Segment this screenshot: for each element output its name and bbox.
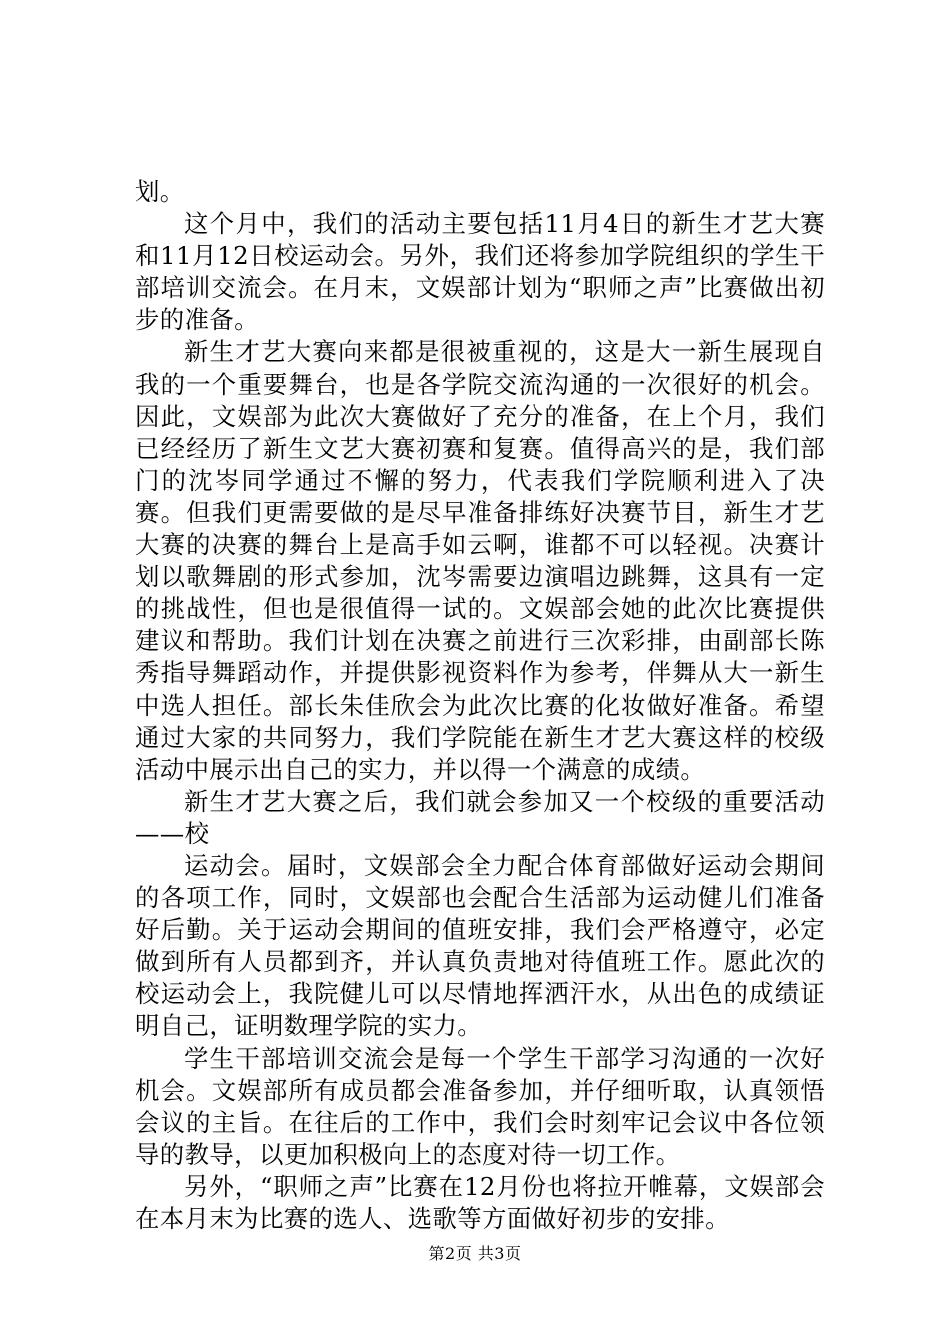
paragraph-sports-meet-intro: 新生才艺大赛之后，我们就会参加又一个校级的重要活动——校 — [135, 786, 825, 848]
paragraph-continuation: 划。 — [135, 177, 185, 206]
paragraph-singing-contest: 另外，“职师之声”比赛在12月份也将拉开帷幕，文娱部会在本月末为比赛的选人、选歌等方面做好初步的安排。 — [135, 1171, 825, 1233]
paragraph-monthly-activities: 这个月中，我们的活动主要包括11月4日的新生才艺大赛和11月12日校运动会。另外，我们还将参加学院组织的学生干部培训交流会。在月末，文娱部计划为“职师之声”比赛做出初步的准备。 — [135, 209, 825, 335]
paragraph-cadre-training: 学生干部培训交流会是每一个学生干部学习沟通的一次好机会。文娱部所有成员都会准备参加，并仔细听取，认真领悟会议的主旨。在往后的工作中，我们会时刻牢记会议中各位领导的教导，以更加积极向上的态度对待一切工作。 — [135, 1043, 825, 1169]
page-footer: 第2页 共3页 — [428, 1244, 522, 1263]
document-body — [135, 176, 825, 1235]
paragraph-sports-meet: 运动会。届时，文娱部会全力配合体育部做好运动会期间的各项工作，同时，文娱部也会配合生活部为运动健儿们准备好后勤。关于运动会期间的值班安排，我们会严格遵守，必定做到所有人员都到齐，并认真负责地对待值班工作。愿此次的校运动会上，我院健儿可以尽情地挥洒汗水，从出色的成绩证明自己，证明数理学院的实力。 — [135, 850, 825, 1041]
paragraph-talent-contest: 新生才艺大赛向来都是很被重视的，这是大一新生展现自我的一个重要舞台，也是各学院交流沟通的一次很好的机会。因此，文娱部为此次大赛做好了充分的准备，在上个月，我们已经经历了新生文艺大赛初赛和复赛。值得高兴的是，我们部门的沈岑同学通过不懈的努力，代表我们学院顺利进入了决赛。但我们更需要做的是尽早准备排练好决赛节目，新生才艺大赛的决赛的舞台上是高手如云啊，谁都不可以轻视。决赛计划以歌舞剧的形式参加，沈岑需要边演唱边跳舞，这具有一定的挑战性，但也是很值得一试的。文娱部会她的此次比赛提供建议和帮助。我们计划在决赛之前进行三次彩排，由副部长陈秀指导舞蹈动作，并提供影视资料作为参考，伴舞从大一新生中选人担任。部长朱佳欣会为此次比赛的化妆做好准备。希望通过大家的共同努力，我们学院能在新生才艺大赛这样的校级活动中展示出自己的实力，并以得一个满意的成绩。 — [135, 337, 825, 784]
